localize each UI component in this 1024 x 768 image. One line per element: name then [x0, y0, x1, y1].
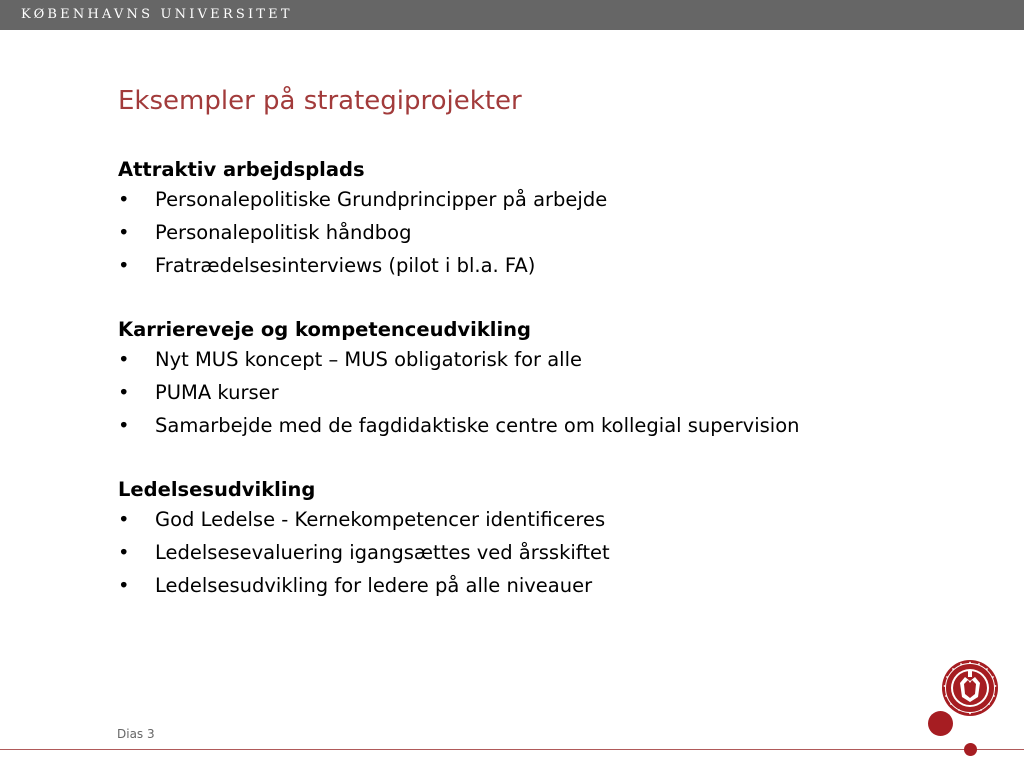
bullet-list [118, 506, 838, 600]
list-item-text: God Ledelse - Kernekompetencer identificeres [155, 508, 606, 531]
bullet-icon: • [118, 348, 130, 371]
list-item-text: Ledelsesudvikling for ledere på alle niveauer [155, 574, 593, 597]
list-item [118, 506, 838, 534]
list-item [118, 412, 838, 440]
university-name: KØBENHAVNS UNIVERSITET [21, 7, 293, 22]
list-item-text: Nyt MUS koncept – MUS obligatorisk for alle [155, 348, 583, 371]
list-item [118, 186, 838, 214]
bullet-list [118, 346, 838, 440]
bullet-icon: • [118, 574, 130, 597]
section-ledelsesudvikling [118, 473, 838, 600]
list-item [118, 539, 838, 567]
section-attraktiv-arbejdsplads [118, 153, 838, 280]
list-item [118, 572, 838, 600]
slide-title: Eksempler på strategiprojekter [118, 86, 522, 116]
bullet-icon: • [118, 541, 130, 564]
decorative-dot-small [964, 743, 977, 756]
footer-divider [0, 749, 1024, 750]
section-karriereveje [118, 313, 838, 440]
list-item-text: PUMA kurser [155, 381, 279, 404]
list-item-text: Ledelsesevaluering igangsættes ved årsskiftet [155, 541, 610, 564]
bullet-icon: • [118, 414, 130, 437]
section-heading: Attraktiv arbejdsplads [118, 158, 365, 181]
bullet-icon: • [118, 188, 130, 211]
bullet-icon: • [118, 254, 130, 277]
list-item [118, 379, 838, 407]
list-item [118, 219, 838, 247]
slide-content [118, 153, 838, 600]
section-heading: Ledelsesudvikling [118, 478, 316, 501]
slide-number: Dias 3 [117, 727, 155, 741]
list-item [118, 252, 838, 280]
bullet-icon: • [118, 381, 130, 404]
bullet-list [118, 186, 838, 280]
list-item-text: Personalepolitiske Grundprincipper på arbejde [155, 188, 608, 211]
bullet-icon: • [118, 221, 130, 244]
university-seal-icon [941, 659, 999, 717]
bullet-icon: • [118, 508, 130, 531]
decorative-dot-large [928, 711, 953, 736]
list-item [118, 346, 838, 374]
top-banner [0, 0, 1024, 30]
list-item-text: Samarbejde med de fagdidaktiske centre om kollegial supervision [155, 414, 800, 437]
list-item-text: Fratrædelsesinterviews (pilot i bl.a. FA) [155, 254, 536, 277]
section-heading: Karriereveje og kompetenceudvikling [118, 318, 532, 341]
list-item-text: Personalepolitisk håndbog [155, 221, 412, 244]
